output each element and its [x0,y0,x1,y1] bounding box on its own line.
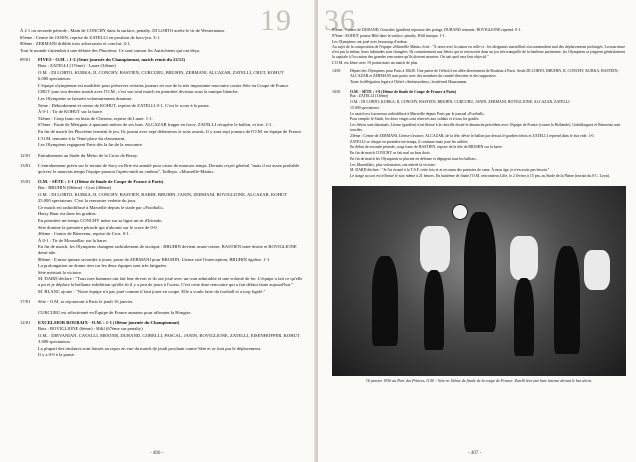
text-paragraph: Au sujet de la composition de l'équipe «Marseille Matin» écrit : "À notre avis la raison en celle-ci : les dirigeants marseillais n'accommodent mal des déplacements prolongés. La nourriture n'est pas la même, leurs habitudes sont changées. Ils contrairement aux Sétois qui se retrouvent dans un jeu très tranquille de la banlieue parisienne, les Olympiens se joignent généralement la capitale à l'occasion des grandes rencontres qu'ils doivent montrer. On sait quel sera leur objectif." [332,45,626,59]
match-title: EXCELSIOR ROUBAIX - O.M. : 1-1 (10ème journée du Championnat) [38,320,180,326]
entry-paragraph: 15.000 spectateurs. [350,105,380,110]
left-text-column [20,28,304,363]
entry-paragraph: Les Marseillais, plus volontaires, ont mérité la victoire. [350,162,437,167]
photo-caption: 16 janvier 1936 au Parc des Princes, O.M. - Sète en 16ème de finale de la coupe de France. Zatelli lève une haie intense devant le but sétois. [365,378,593,383]
chapter-number-left: 19 [260,4,292,37]
entry-paragraph: O.M. : DI LORTO, KURKA, II, CONCHY, BASTIEN, BRUHIN, CURCURU, JANIN, ZERMANI, ROVIGLIONE, ALCAZAR, ZATELLI [350,100,570,105]
entry-paragraph: O.M. : DI LORTO, KURKA, II, CONCHY, BASTIEN, CURCURU, BRUHIN, ZERMANI, ALCAZAR, ZATELLI, CRUT, KOHUT [38,69,284,75]
text-paragraph: Les Olympiens ont joué avec beaucoup d'ardeur. [332,39,408,44]
entry-paragraph: L'O.M. remonte à la 7ème place du classement. [38,135,126,141]
entry-paragraph: 86ème : Il mise quinze secondes à jouer, passe de ZERMANI pour BRUHIN, Llense raté l'interception, BRUHIN égalise. 1-1. [38,256,271,262]
text-paragraph: Tout le monde s'attendait à une défaite des Phocéens. Ce sont surtout les Autrichiens qui ont déçu. [20,47,201,53]
entry-paragraph: 6.000 spectateurs. [38,76,72,82]
entry-date: 12/01 [20,320,31,326]
entry-paragraph: En début de seconde période, coup franc de BASTIEN, reprise de la tête de BRUHIN sur la barre. [350,145,503,150]
entry-paragraph: À 0-1 : Tir de Mousaillac sur la barre. [38,237,108,243]
text-paragraph: 81ème : Corner de DURAND, Gonzales (gardien) repousse des poings, DURAND remonte, ROVIGLIONE reprend. 0-1. [332,28,522,32]
player-figure [584,250,610,290]
entry-paragraph: Sète - O.M. se rejoueront à Paris le jeudi 16 janvier. [38,299,134,305]
entry-paragraph: But : BRUHIN (66ème) - Cros (46ème) [38,185,112,191]
text-paragraph: 65ème : Centre de JANIN, reprise de ZATELLI en position de hors-jeu. 3-1. [20,34,161,40]
entry-paragraph: Le tirage au sort est effectué le soir même à 21 heures. En huitième de finale l'O.M. rencontrera Lille, le 2 février à 15 pm, au Stade de la Plaine (terrain du F.C. Lyon). [350,174,610,179]
entry-paragraph: M. DARD déclare : "Je l'ai écouté à la T.S.F. cette fois et ai reconnu des patriotes de cœur. À mon âge, je n'en avais pas besoin." [350,168,550,173]
right-text-column [332,28,626,184]
entry-paragraph: En fin de match CONCHY se fait mal au bras droit. [350,151,431,156]
page-number-left: - 406 - [150,451,164,456]
entry-paragraph: 67ème : Faute de Mérignac à quarante mètres de ses buts. ALCAZAR frappe en force, ZATELLI récupère le ballon, et tire. 2-1. [38,122,273,128]
text-paragraph: 87ème : KOHUT pousse Hiltl dans la surface, penalty. Hiltl marque. 1-1. [332,33,446,38]
entry-paragraph: La prolongation ne donne rien car les deux équipes sont très fatiguées. [38,263,168,269]
page-number-right: - 407 - [468,451,482,456]
entry-paragraph: L'entraînement prévu sur le terrain de Sucy en Brie est annulé pour cause de mauvais temps. Dernais reçoit général "mais il est assez probable qu'avec le mauvais temps l'équipe passera l'après-midi au cinéma", Taillepo. «Marseille-Matin». [38,163,300,174]
player-figure [514,278,534,356]
entry-paragraph: M. BLANC ajoute : "Notre équipe n'a pas joué comme il faut jouer en coupe. Elle a voulu faire du football et a trop figolé." [38,288,266,294]
entry-paragraph: O.M. : DI LORTO, KURKA, II, CONCHY, BASTIEN, RABIH, BRUHIN, JANIN, ZERMANI, ROVIGLIONE, ALCAZAR, KOHUT [38,191,288,197]
entry-paragraph: La plupart des titulaires sont laissés au repos en vue du match de jeudi prochain contre Sète et se font par le déplacement. [38,345,262,351]
entry-paragraph: Le match est à nouveau radiodiffusé à Marseille depuis Paris par le journal «Football». [350,111,486,116]
match-photograph [332,186,626,376]
football-icon [452,204,468,220]
dated-entry [20,299,304,306]
match-title: O.M. - SÈTE : 1-0 (16ème de finale de Coupe de France à Paris) [350,89,457,94]
chapter-number-right: 36 [324,4,356,37]
dated-entry [20,320,304,359]
entry-paragraph: 54ème : Coup franc en biais de Chesens, reprise de Lauer. 1-1. [38,115,154,121]
entry-paragraph: Buts : ZATELLI (17ème) - Lauer (34ème) [38,62,116,68]
entry-paragraph: Les Olympiens se laissent volontairement dominer. [38,95,133,101]
entry-paragraph: En fin de match, les Olympiens changent radicalement de tactique : BRUHIN devient avant-centre, BASTIEN inter-droite et ROVIGLIONE demi-aile. [38,244,297,255]
entry-paragraph: 46ème : Centre de Bienvenu, reprise de Cros. 0-1. [38,231,130,237]
entry-paragraph: Harry Baur est dans les gradins. [38,211,97,217]
entry-paragraph: ZATELLI se chique en première mi-temps, il continue mais joue les utilités. [350,139,469,144]
player-figure [424,270,444,350]
entry-paragraph: Entraînement au Stade du Métro de la Croix de Berny. [38,152,138,158]
dated-entry [20,163,304,175]
entry-paragraph: En fin de match les Phocéens ferment le jeu. Ils jouent avec sept défenseurs et trois avants. Il y aura sept joueurs de l'O.M. en équipe de France. [38,128,303,134]
entry-paragraph: Départ des Olympiens pour Paris à 10h30. Une partie de l'effectif est allée directement de Roubaix à Paris. Seuls DI LORTO, BRUHIN, II, CONCHY, KURKA, BASTIEN, ALCAZAR et ZERMANI sont partis avec des membres du comité directeur et des supporters. [350,69,619,79]
entry-paragraph: 5ème : Débordement et centre de KOHUT, reprise de ZATELLI 0-1. C'est le score à la pause. [38,102,210,108]
entry-date: 12/01 [20,152,31,158]
player-figure [420,226,450,272]
entry-paragraph: M. DARD déclare : "Tous mes hommes ont fait leur devoir et ils ont joué avec un cran admirable et une volonté de fer. L'équipe a fait ce qu'elle a pu et je déplore la brillante exhibition qu'elle fit il y a peu de jours à l'ouest. C'est cette dure rencontre qui a fait défaut faute aujourd'hui." [38,276,303,287]
entry-paragraph: L'équipe olympienne est modifiée pour préserver certains joueurs en vue de la très importante rencontre contre Sète en Coupe de France. [38,82,290,88]
dated-entry [20,153,304,160]
entry-paragraph: Sète domine la première période qui n'aboutit sur le score de 0-0. [38,224,158,230]
entry-date: 16/01 [332,89,341,94]
entry-paragraph: CRUT joue son dernier match avec l'O.M., c'est son seul match en première division sous la tunique blanche. [38,89,239,95]
player-figure [372,256,398,346]
match-title: FIVES - O.M. : 1-2 (3ème journée du Championnat, match remis du 22/12) [38,57,186,63]
entry-paragraph: 23ème : Centre de ZERMANI, Llense s'avance, ALCAZAR, de la tête, dévie le ballon par dessus le gardien sétois et ZATELLI reprend dans le but vide. 1-0. [350,133,595,138]
dated-entry [20,310,304,317]
entry-paragraph: CURCURU est sélectionné en Équipe de France amateur pour affronter la Hongrie. [38,309,192,315]
goalkeeper-figure [464,212,496,332]
entry-paragraph: 3.000 spectateurs. [38,339,72,345]
entry-date: 14/01 [332,69,341,74]
right-page [318,0,636,462]
dated-entry [332,69,626,85]
text-paragraph: À 2 1 on seconde période : Main de CONCHY dans la surface, penalty. DI LORTO arrête le tir de Westermann. [20,28,225,33]
entry-paragraph: Ce match est radiodiffusé à Marseille depuis le stade par «Football». [38,204,165,210]
entry-paragraph: Buts : ROVIGLIONE (6ème) - Hiltl (67ème sur penalty) [38,325,143,331]
entry-paragraph: 25.000 spectateurs. C'est la rencontre vedette du jour. [38,198,137,204]
entry-paragraph: O.M. : DIEVANIAN, CAVALLI, MESTER, DURAND, GORELLI, PASCAL, JANIN, ROVIGLIONE, ZATELLI, EISENHOFFER, KOHUT [38,332,300,338]
player-figure [554,246,580,354]
entry-paragraph: En première mi-temps CONCHY mène sur sa ligne un tir d'Irtondo. [38,218,163,224]
entry-paragraph: But : ZATELLI (13ème) [350,94,389,99]
text-paragraph: 80ème : ZERMANI dribble trois adversaires et conclut. 4-1. [20,41,131,47]
entry-paragraph: Toute la délégation logera à l'hôtel «Ambassadeur», boulevard Haussmann. [350,79,468,84]
match-title: O.M. - SÈTE : 1-1 (16ème de finale de Coupe de France à Paris) [38,179,164,185]
text-paragraph: L'O.M. est 4ème avec 19 points mais un match de plus. [332,60,419,65]
entry-date: 15/01 [20,179,31,185]
entry-paragraph: Il y a 0-0 à la pause. [38,352,76,358]
entry-date: 13/01 [20,163,31,169]
dated-entry [20,179,304,295]
entry-paragraph: Les Olympiens regagnent Paris dès la fin de la rencontre. [38,142,144,148]
entry-paragraph: Pour remplir le Stade, les deux vingts sont réservés aux soldats et à tous les gradés. [350,117,480,122]
dated-entry [20,57,304,148]
dated-entry [332,90,626,180]
entry-paragraph: En fin de match les Olympiens se placent en défense et dégagent tous les ballons. [350,156,477,161]
entry-paragraph: Les Sétois sont diminués, Llense (gardien) n'est blessé à la cheville droite le dimanche précédent avec l'équipe de France (contre la Hollande), Gabrillargues et Bienvenu sont touchés. [350,123,621,133]
entry-paragraph: Sète méritait la victoire. [38,269,83,275]
entry-paragraph: À 0-1 : Tir de KOHUT sur la barre. [38,109,104,115]
left-page [0,0,316,462]
entry-date: 17/01 [20,299,31,305]
entry-date: 09/01 [20,57,31,63]
entry-date [20,310,38,317]
player-figure [510,236,538,280]
